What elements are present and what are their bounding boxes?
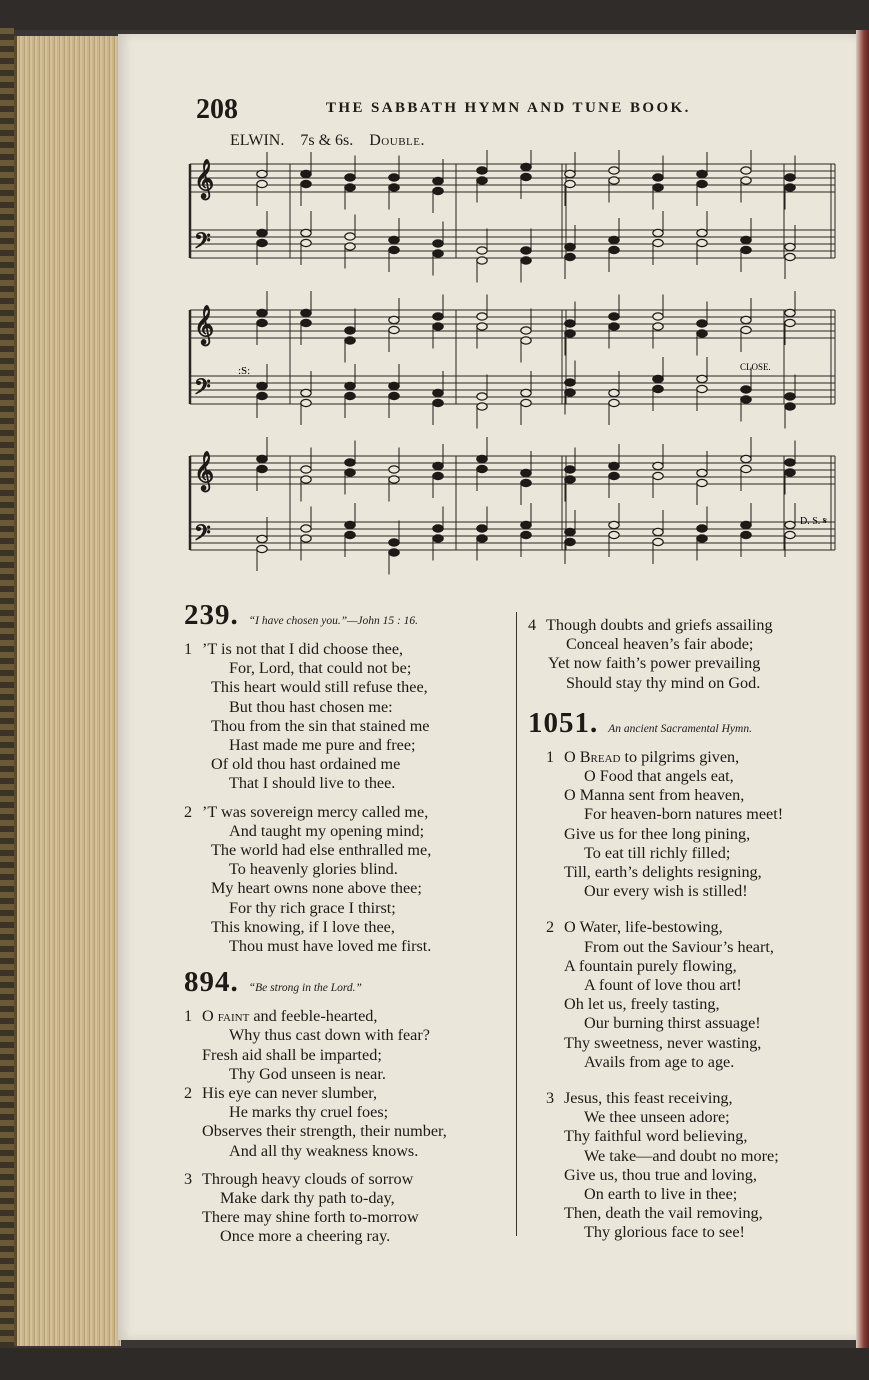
note-head — [345, 531, 355, 538]
note-head — [257, 170, 267, 177]
note-head — [653, 229, 663, 236]
verse-line: O Manna sent from heaven, — [564, 786, 745, 805]
note-head — [345, 327, 355, 334]
hymn-epigraph: “I have chosen you.”—John 15 : 16. — [248, 615, 419, 627]
segno-mark: :S: — [238, 365, 251, 377]
close-mark: CLOSE. — [740, 362, 771, 372]
note-head — [741, 177, 751, 184]
note-head — [521, 257, 531, 264]
note-head — [565, 253, 575, 260]
note-head — [257, 455, 267, 462]
note-head — [609, 177, 619, 184]
verse-small-caps: faint — [217, 1007, 250, 1026]
note-head — [257, 229, 267, 236]
note-head — [653, 184, 663, 191]
verse-line: Give us, thou true and loving, — [564, 1165, 757, 1184]
music-score — [180, 150, 840, 580]
verse-line: Conceal heaven’s fair abode; — [566, 635, 754, 654]
hymn-894-heading — [184, 966, 504, 1007]
note-head — [301, 476, 311, 483]
verse-number: 2 — [184, 802, 193, 821]
hymn-1051-verse-3 — [528, 1089, 838, 1243]
verse-line: But thou hast chosen me: — [229, 697, 393, 716]
note-head — [697, 385, 707, 392]
note-head — [741, 455, 751, 462]
note-head — [477, 247, 487, 254]
note-head — [697, 330, 707, 337]
note-head — [477, 465, 487, 472]
hymn-1051-verse-1 — [528, 748, 838, 902]
verse-line: Thy glorious face to see! — [584, 1223, 745, 1242]
note-head — [697, 239, 707, 246]
note-head — [565, 538, 575, 545]
note-head — [785, 319, 795, 326]
note-head — [653, 174, 663, 181]
note-head — [345, 382, 355, 389]
note-head — [433, 389, 443, 396]
note-head — [477, 313, 487, 320]
verse-line: Oh let us, freely tasting, — [564, 995, 720, 1014]
verse-line: ’T is not that I did choose thee, — [202, 640, 404, 658]
note-head — [389, 382, 399, 389]
verse-line: Thy sweetness, never wasting, — [564, 1033, 762, 1052]
hymn-epigraph: “Be strong in the Lord.” — [248, 982, 362, 995]
note-head — [521, 173, 531, 180]
note-head — [785, 521, 795, 528]
note-head — [785, 531, 795, 538]
note-head — [741, 326, 751, 333]
note-head — [389, 246, 399, 253]
treble-clef: 𝄞 — [194, 159, 215, 199]
note-head — [521, 337, 531, 344]
note-head — [433, 313, 443, 320]
note-head — [389, 549, 399, 556]
verse-line: For thy rich grace I thirst; — [229, 898, 396, 917]
note-head — [565, 389, 575, 396]
note-head — [389, 476, 399, 483]
note-head — [653, 538, 663, 545]
note-head — [301, 535, 311, 542]
page-edges — [14, 36, 121, 1346]
note-head — [433, 399, 443, 406]
verse-number: 3 — [184, 1169, 193, 1188]
verse-line: Should stay thy mind on God. — [566, 673, 761, 692]
verse-line: Till, earth’s delights resigning, — [564, 863, 762, 882]
verse-line: And taught my opening mind; — [229, 821, 425, 840]
note-head — [653, 375, 663, 382]
right-column — [528, 616, 838, 1243]
note-head — [785, 309, 795, 316]
hymn-894-verse-2 — [184, 1084, 504, 1161]
note-head — [345, 392, 355, 399]
note-head — [609, 462, 619, 469]
verse-line: Hast made me pure and free; — [229, 736, 416, 755]
book-cover-top — [0, 0, 869, 30]
treble-clef: 𝄞 — [194, 451, 215, 491]
tune-meter-type: Double. — [369, 132, 425, 149]
note-head — [345, 184, 355, 191]
verse-line: Make dark thy path to-day, — [220, 1189, 395, 1208]
note-head — [697, 535, 707, 542]
verse-line: This heart would still refuse thee, — [211, 678, 428, 697]
verse-line: Avails from age to age. — [584, 1052, 735, 1071]
verse-line: Through heavy clouds of sorrow — [202, 1169, 414, 1188]
note-head — [785, 184, 795, 191]
note-head — [389, 466, 399, 473]
verse-line: Our every wish is stilled! — [584, 882, 748, 901]
book-cover-bottom — [0, 1348, 869, 1380]
note-head — [301, 389, 311, 396]
verse-line: To eat till richly filled; — [584, 843, 731, 862]
note-head — [741, 167, 751, 174]
note-head — [521, 521, 531, 528]
verse-line: We take—and doubt no more; — [584, 1146, 779, 1165]
note-head — [521, 399, 531, 406]
verse-number: 2 — [546, 918, 555, 937]
note-head — [257, 535, 267, 542]
note-head — [345, 233, 355, 240]
note-head — [697, 469, 707, 476]
note-head — [389, 316, 399, 323]
note-head — [609, 389, 619, 396]
note-head — [653, 313, 663, 320]
note-head — [565, 476, 575, 483]
note-head — [301, 319, 311, 326]
verse-line: To heavenly glories blind. — [229, 860, 398, 879]
hymn-1051-heading — [528, 706, 838, 748]
note-head — [521, 163, 531, 170]
hymn-number: 894. — [184, 966, 239, 999]
verse-line: Why thus cast down with fear? — [229, 1026, 430, 1045]
verse-line: On earth to live in thee; — [584, 1185, 738, 1204]
note-head — [301, 399, 311, 406]
verse-line: Thou from the sin that stained me — [211, 716, 430, 735]
verse-line: The world had else enthralled me, — [211, 841, 432, 860]
note-head — [477, 323, 487, 330]
note-head — [565, 330, 575, 337]
note-head — [741, 316, 751, 323]
verse-number: 4 — [528, 616, 537, 634]
tune-name: ELWIN. — [230, 132, 285, 149]
note-head — [609, 399, 619, 406]
book-spine — [0, 28, 14, 1350]
verse-line: Jesus, this feast receiving, — [564, 1089, 733, 1108]
note-head — [389, 184, 399, 191]
verse-line: For, Lord, that could not be; — [229, 659, 412, 678]
note-head — [741, 396, 751, 403]
hymn-239-verse-4 — [528, 616, 838, 693]
note-head — [301, 170, 311, 177]
note-head — [609, 531, 619, 538]
verse-line: O Food that angels eat, — [584, 767, 734, 786]
note-head — [433, 187, 443, 194]
note-head — [433, 462, 443, 469]
note-head — [741, 246, 751, 253]
note-head — [565, 243, 575, 250]
note-head — [609, 313, 619, 320]
note-head — [697, 320, 707, 327]
note-head — [477, 535, 487, 542]
note-head — [301, 525, 311, 532]
note-head — [609, 246, 619, 253]
note-head — [433, 525, 443, 532]
note-head — [257, 239, 267, 246]
verse-line: and feeble-hearted, — [253, 1007, 378, 1026]
verse-line: Once more a cheering ray. — [220, 1227, 391, 1246]
note-head — [609, 521, 619, 528]
note-head — [433, 323, 443, 330]
note-head — [389, 539, 399, 546]
note-head — [785, 469, 795, 476]
note-head — [565, 170, 575, 177]
hymn-894-verse-1 — [184, 1007, 504, 1084]
verse-line: Then, death the vail removing, — [564, 1204, 763, 1223]
note-head — [477, 167, 487, 174]
note-head — [697, 479, 707, 486]
note-head — [257, 180, 267, 187]
note-head — [477, 393, 487, 400]
verse-first-word: O — [202, 1007, 214, 1026]
note-head — [741, 531, 751, 538]
page-right-edge — [856, 30, 869, 1348]
note-head — [697, 170, 707, 177]
hymn-number: 1051. — [528, 706, 599, 739]
hymn-number: 239. — [184, 599, 239, 631]
note-head — [521, 327, 531, 334]
note-head — [433, 250, 443, 257]
note-head — [741, 521, 751, 528]
ds-mark: D. S. 𝄋 — [800, 516, 828, 527]
note-head — [653, 472, 663, 479]
note-head — [477, 525, 487, 532]
note-head — [389, 236, 399, 243]
running-title: THE SABBATH HYMN AND TUNE BOOK. — [326, 100, 691, 116]
verse-number: 1 — [184, 1007, 193, 1026]
note-head — [477, 455, 487, 462]
note-head — [653, 385, 663, 392]
note-head — [433, 472, 443, 479]
note-head — [741, 465, 751, 472]
left-column — [184, 599, 504, 1247]
note-head — [785, 243, 795, 250]
note-head — [521, 531, 531, 538]
note-head — [257, 465, 267, 472]
verse-line: And all thy weakness knows. — [229, 1141, 419, 1160]
note-head — [345, 243, 355, 250]
verse-number: 1 — [184, 640, 193, 658]
verse-number: 1 — [546, 747, 555, 766]
note-head — [565, 180, 575, 187]
hymn-epigraph: An ancient Sacramental Hymn. — [608, 722, 752, 735]
music-notes — [194, 150, 795, 575]
verse-line: Thy God unseen is near. — [229, 1064, 386, 1083]
note-head — [785, 403, 795, 410]
note-head — [785, 459, 795, 466]
verse-line: He marks thy cruel foes; — [229, 1103, 389, 1122]
note-head — [345, 174, 355, 181]
note-head — [697, 229, 707, 236]
note-head — [609, 472, 619, 479]
note-head — [477, 403, 487, 410]
note-head — [565, 379, 575, 386]
column-divider — [516, 612, 517, 1236]
verse-line: This knowing, if I love thee, — [211, 917, 395, 936]
verse-line: Yet now faith’s power prevailing — [548, 654, 761, 673]
note-head — [785, 174, 795, 181]
note-head — [433, 535, 443, 542]
verse-line: to pilgrims given, — [624, 747, 740, 766]
tune-heading — [230, 132, 425, 150]
note-head — [653, 323, 663, 330]
note-head — [433, 177, 443, 184]
verse-number: 3 — [546, 1089, 555, 1108]
staff-lines — [190, 164, 835, 550]
hymn-894-verse-3 — [184, 1170, 504, 1247]
bass-clef: 𝄢 — [194, 229, 211, 259]
note-head — [609, 323, 619, 330]
note-head — [697, 375, 707, 382]
verse-line: Fresh aid shall be imparted; — [202, 1045, 382, 1064]
note-head — [697, 180, 707, 187]
verse-line: Of old thou hast ordained me — [211, 755, 401, 774]
note-head — [697, 525, 707, 532]
note-head — [785, 253, 795, 260]
verse-first-word: O — [564, 747, 576, 766]
bass-clef: 𝄢 — [194, 375, 211, 405]
note-head — [521, 389, 531, 396]
hymn-239-verse-1 — [184, 640, 504, 794]
note-head — [433, 240, 443, 247]
note-head — [521, 479, 531, 486]
page-header — [196, 94, 816, 130]
note-head — [301, 229, 311, 236]
verse-line: Our burning thirst assuage! — [584, 1014, 761, 1033]
verse-line: Thy faithful word believing, — [564, 1127, 748, 1146]
note-head — [345, 337, 355, 344]
verse-line: O Water, life-bestowing, — [564, 918, 723, 937]
hymn-239-heading — [184, 599, 504, 640]
note-head — [653, 239, 663, 246]
note-head — [565, 466, 575, 473]
verse-small-caps: Bread — [579, 747, 621, 766]
note-head — [521, 469, 531, 476]
verse-line: That I should live to thee. — [229, 774, 396, 793]
note-head — [609, 236, 619, 243]
verse-line: My heart owns none above thee; — [211, 879, 422, 898]
note-head — [565, 320, 575, 327]
note-head — [389, 392, 399, 399]
note-head — [653, 462, 663, 469]
verse-line: Thou must have loved me first. — [229, 937, 432, 956]
note-head — [257, 392, 267, 399]
hymn-239-verse-2 — [184, 803, 504, 957]
hymn-1051-verse-2 — [528, 918, 838, 1072]
note-head — [301, 180, 311, 187]
verse-line: ’T was sovereign mercy called me, — [202, 802, 429, 821]
note-head — [257, 309, 267, 316]
verse-line: Observes their strength, their number, — [202, 1122, 447, 1141]
note-head — [653, 528, 663, 535]
note-head — [301, 239, 311, 246]
note-head — [257, 319, 267, 326]
note-head — [521, 247, 531, 254]
verse-line: There may shine forth to-morrow — [202, 1208, 419, 1227]
verse-line: A fount of love thou art! — [584, 976, 742, 995]
note-head — [477, 177, 487, 184]
verse-line: His eye can never slumber, — [202, 1084, 378, 1103]
note-head — [301, 466, 311, 473]
verse-line: Give us for thee long pining, — [564, 824, 751, 843]
note-head — [345, 521, 355, 528]
bass-clef: 𝄢 — [194, 521, 211, 551]
tune-meter: 7s & 6s. — [300, 132, 354, 149]
treble-clef: 𝄞 — [194, 305, 215, 345]
verse-line: A fountain purely flowing, — [564, 956, 737, 975]
note-head — [257, 382, 267, 389]
verse-number: 2 — [184, 1084, 193, 1103]
note-head — [741, 236, 751, 243]
note-head — [345, 469, 355, 476]
note-head — [741, 386, 751, 393]
note-head — [477, 257, 487, 264]
verse-line: Though doubts and griefs assailing — [546, 616, 773, 634]
note-head — [345, 459, 355, 466]
page-number: 208 — [196, 94, 238, 125]
note-head — [609, 167, 619, 174]
note-head — [389, 174, 399, 181]
note-head — [785, 393, 795, 400]
note-head — [565, 528, 575, 535]
verse-line: For heaven-born natures meet! — [584, 805, 784, 824]
note-head — [301, 309, 311, 316]
note-head — [257, 545, 267, 552]
verse-line: From out the Saviour’s heart, — [584, 937, 774, 956]
note-head — [389, 326, 399, 333]
verse-line: We thee unseen adore; — [584, 1108, 730, 1127]
